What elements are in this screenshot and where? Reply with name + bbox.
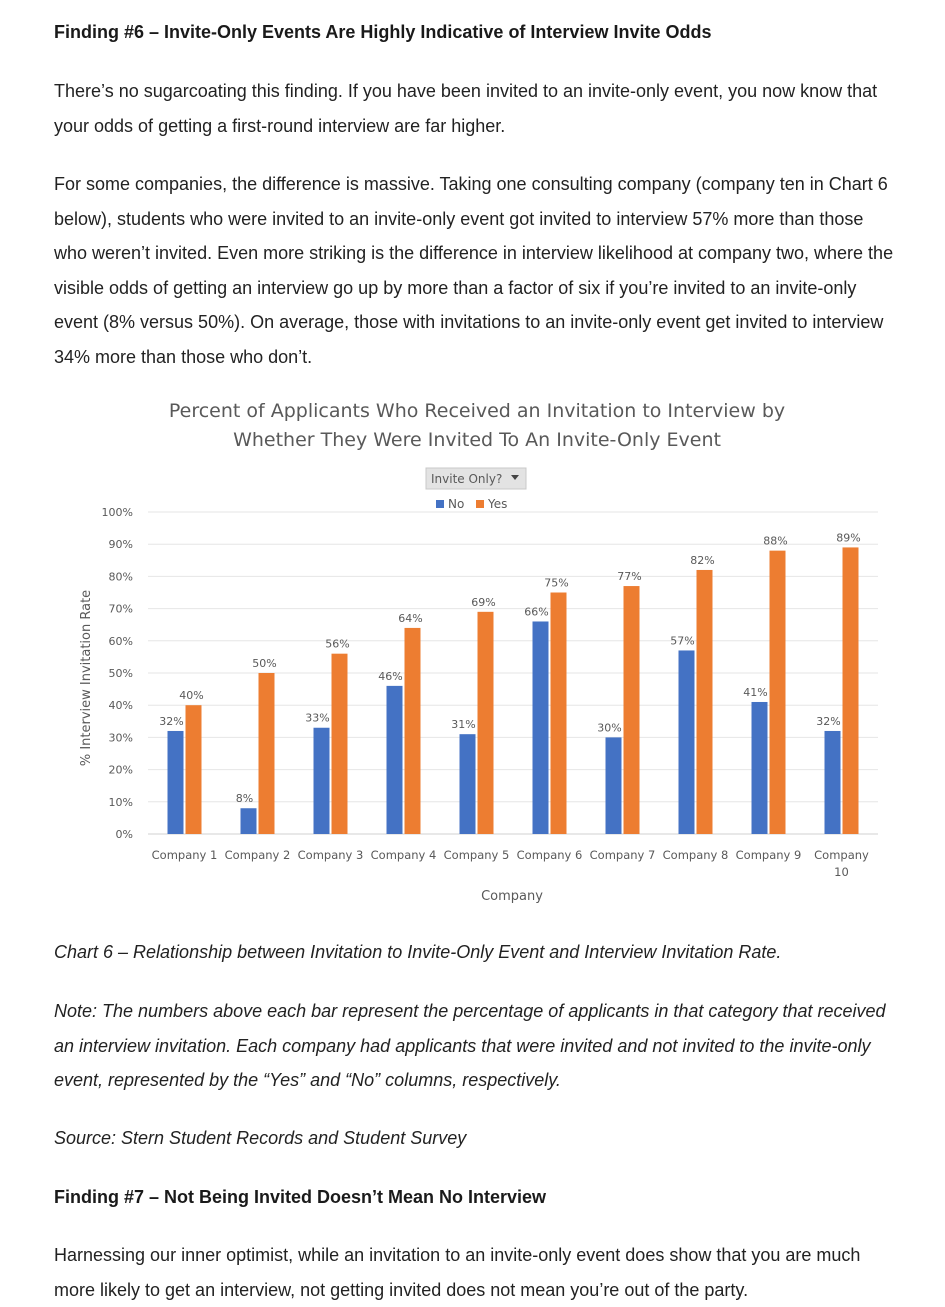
bar-yes — [478, 612, 494, 834]
data-label: 32% — [159, 714, 184, 728]
bar-no — [168, 731, 184, 834]
data-label: 89% — [836, 531, 861, 545]
bar-no — [387, 686, 403, 834]
chart-title-line-1: Percent of Applicants Who Received an Invitation to Interview by — [168, 400, 786, 422]
data-label: 82% — [690, 553, 715, 567]
x-axis-categories — [152, 848, 869, 879]
data-label: 56% — [325, 637, 350, 651]
bar-yes — [332, 654, 348, 834]
x-category-label: Company — [814, 848, 869, 862]
y-axis-label: % Interview Invitation Rate — [79, 589, 94, 767]
data-label: 77% — [617, 570, 642, 584]
bar-no — [533, 621, 549, 834]
legend-label-no: No — [448, 497, 465, 511]
x-category-label: Company 9 — [735, 848, 802, 862]
legend-swatch-no — [436, 500, 444, 508]
x-category-label: 10 — [834, 865, 849, 879]
chart-title-line-2: Whether They Were Invited To An Invite-Only Event — [233, 429, 721, 451]
data-label: 41% — [743, 685, 768, 699]
bar-yes — [770, 551, 786, 834]
legend-swatch-yes — [476, 500, 484, 508]
invite-only-filter-button[interactable] — [426, 468, 526, 489]
y-tick-label: 100% — [101, 506, 133, 519]
y-tick-label: 90% — [108, 538, 133, 552]
chart-source: Source: Stern Student Records and Student Survey — [54, 1128, 467, 1148]
data-label: 69% — [471, 595, 496, 609]
finding-7-heading: Finding #7 – Not Being Invited Doesn’t Mean No Interview — [54, 1187, 547, 1207]
bar-no — [679, 650, 695, 834]
filter-label: Invite Only? — [431, 472, 503, 486]
y-tick-label: 20% — [108, 763, 133, 777]
bar-no — [752, 702, 768, 834]
chart-title — [169, 400, 785, 451]
bar-yes — [843, 547, 859, 834]
data-label: 66% — [524, 605, 549, 619]
chart-caption: Chart 6 – Relationship between Invitation to Invite-Only Event and Interview Invitation Rate. — [54, 942, 782, 962]
y-tick-label: 80% — [108, 570, 133, 584]
bar-yes — [624, 586, 640, 834]
paragraph-intro: There’s no sugarcoating this finding. If you have been invited to an invite-only event, you now know that your odds of getting a first-round interview are far higher. — [54, 81, 878, 136]
bar-yes — [697, 570, 713, 834]
bar-no — [825, 731, 841, 834]
bar-yes — [186, 705, 202, 834]
gridlines — [148, 512, 878, 834]
data-label: 46% — [378, 669, 403, 683]
chart-note: Note: The numbers above each bar represent the percentage of applicants in that category that received an interview invitation. Each company had applicants that were invited and not invited to the invite-only event, represented by the “Yes” and “No” columns, respectively. — [54, 1001, 886, 1090]
finding-6-heading: Finding #6 – Invite-Only Events Are Highly Indicative of Interview Invite Odds — [54, 22, 712, 42]
x-category-label: Company 7 — [589, 848, 656, 862]
data-label: 88% — [763, 534, 788, 548]
data-label: 33% — [305, 711, 330, 725]
bar-yes — [259, 673, 275, 834]
x-axis-label: Company — [481, 889, 543, 904]
y-axis-ticks — [102, 506, 133, 841]
data-label: 8% — [235, 792, 254, 806]
x-category-label: Company 2 — [224, 848, 291, 862]
data-label: 31% — [451, 718, 476, 732]
data-label: 64% — [398, 611, 423, 625]
x-category-label: Company 1 — [151, 848, 218, 862]
bar-no — [606, 737, 622, 834]
bar-yes — [405, 628, 421, 834]
x-category-label: Company 4 — [370, 848, 437, 862]
paragraph-detail: For some companies, the difference is massive. Taking one consulting company (company ten in Chart 6 below), students who were invited to an invite-only event got invited to interview 57% more than those who weren’t invited. Even more striking is the difference in interview likelihood at company two, where the visible odds of getting an interview go up by more than a factor of six if you’re invited to an invite-only event (8% versus 50%). On average, those with invitations to an invite-only event get invited to interview 34% more than those who don’t. — [54, 174, 894, 367]
y-tick-label: 30% — [108, 731, 133, 745]
y-tick-label: 50% — [108, 667, 133, 680]
x-category-label: Company 3 — [297, 848, 364, 862]
bar-no — [460, 734, 476, 834]
x-category-label: Company 6 — [516, 848, 583, 862]
data-label: 75% — [544, 576, 569, 590]
data-label: 40% — [179, 689, 204, 703]
y-tick-label: 40% — [108, 699, 133, 713]
x-category-label: Company 8 — [662, 848, 729, 862]
bar-no — [314, 728, 330, 834]
data-label: 50% — [252, 657, 277, 670]
y-tick-label: 10% — [108, 795, 133, 809]
interview-invitation-chart — [60, 388, 890, 918]
data-label: 57% — [670, 634, 695, 648]
data-label: 30% — [597, 721, 622, 735]
bar-yes — [551, 593, 567, 835]
paragraph-closing: Harnessing our inner optimist, while an invitation to an invite-only event does show that you are much more likely to get an interview, not getting invited does not mean you’re out of the party. — [54, 1245, 861, 1300]
data-label: 32% — [816, 714, 841, 728]
x-category-label: Company 5 — [443, 848, 510, 862]
chart-legend — [436, 497, 507, 511]
y-tick-label: 60% — [108, 634, 133, 648]
y-tick-label: 0% — [115, 828, 133, 841]
legend-label-yes: Yes — [488, 497, 508, 511]
y-tick-label: 70% — [108, 602, 133, 616]
bar-no — [241, 808, 257, 834]
